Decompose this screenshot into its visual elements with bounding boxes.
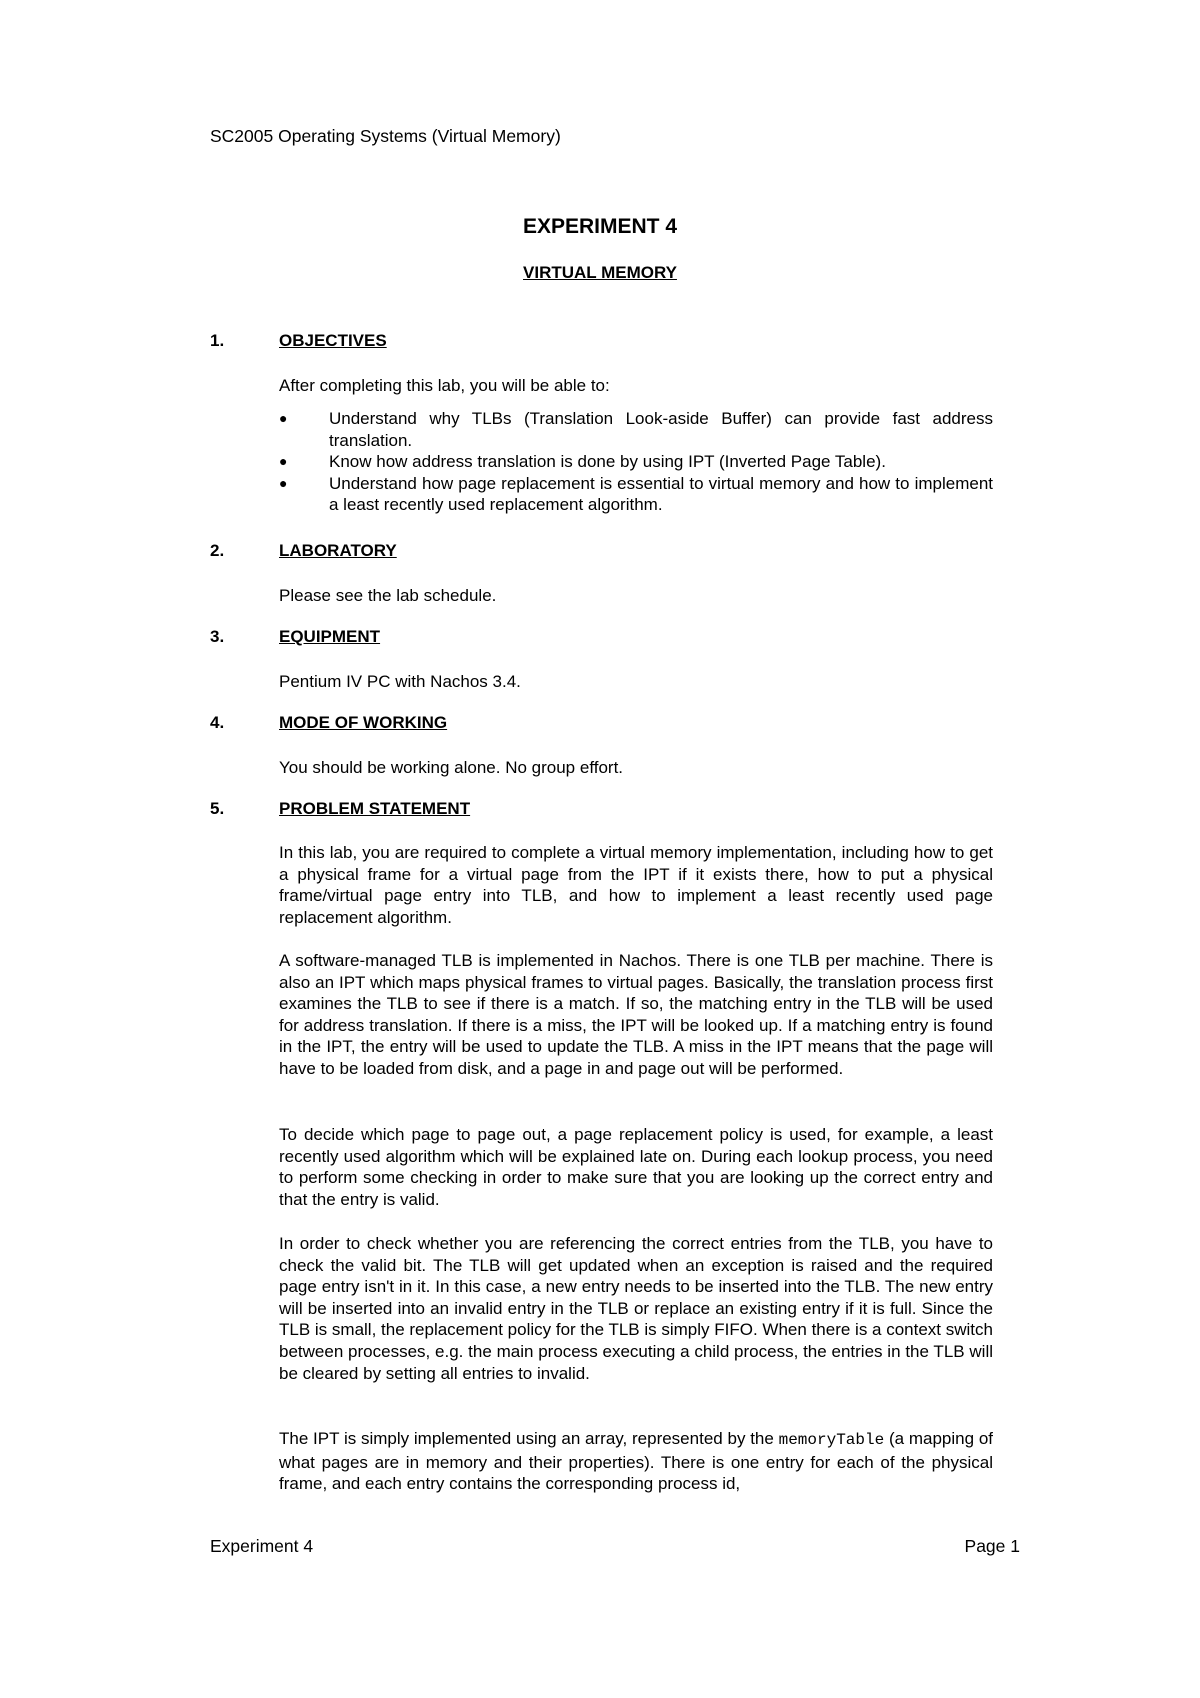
section-number-objectives: 1. — [210, 331, 225, 350]
section-number-problem: 5. — [210, 799, 225, 818]
problem-paragraph-3: To decide which page to page out, a page replacement policy is used, for example, a least recently used algorithm which will be explained late on. During each lookup process, you need to perform some checking in order to make sure that you are looking up the correct entry and that the entry is valid. — [279, 1125, 993, 1209]
page-number: Page 1 — [964, 1536, 1020, 1556]
section-heading-equipment: EQUIPMENT — [279, 627, 381, 646]
section-heading-problem: PROBLEM STATEMENT — [279, 799, 471, 818]
objectives-list — [279, 408, 993, 516]
list-item: ● Understand how page replacement is essential to virtual memory and how to implement a least recently used replacement algorithm. — [279, 473, 993, 515]
list-item: ● Know how address translation is done by using IPT (Inverted Page Table). — [279, 452, 886, 472]
document-subtitle: VIRTUAL MEMORY — [523, 263, 677, 282]
problem-paragraph-1: In this lab, you are required to complete a virtual memory implementation, including how to get a physical frame for a virtual page from the IPT if it exists there, how to put a physical frame/virtual page entry into TLB, and how to implement a least recently used page replacement algorithm. — [279, 843, 993, 927]
mode-text: You should be working alone. No group effort. — [279, 758, 624, 777]
section-number-laboratory: 2. — [210, 541, 225, 560]
section-heading-laboratory: LABORATORY — [279, 541, 397, 560]
footer-left: Experiment 4 — [210, 1536, 314, 1556]
code-identifier: memoryTable — [778, 1431, 885, 1449]
laboratory-text: Please see the lab schedule. — [279, 586, 497, 605]
equipment-text: Pentium IV PC with Nachos 3.4. — [279, 672, 521, 691]
problem-paragraph-5: The IPT is simply implemented using an array, represented by the memoryTable (a mapping of what pages are in memory and their properties). There is one entry for each of the physical frame, and each entry contains the corresponding process id, — [279, 1429, 993, 1494]
problem-paragraph-4: In order to check whether you are referencing the correct entries from the TLB, you have to check the valid bit. The TLB will get updated when an exception is raised and the required page entry isn't in it. In this case, a new entry needs to be inserted into the TLB. The new entry will be inserted into an invalid entry in the TLB or replace an existing entry if it is full. Since the TLB is small, the replacement policy for the TLB is simply FIFO. When there is a context switch between processes, e.g. the main process executing a child process, the entries in the TLB will be cleared by setting all entries to invalid. — [279, 1234, 993, 1383]
section-number-mode: 4. — [210, 713, 225, 732]
list-item: ● Understand why TLBs (Translation Look-aside Buffer) can provide fast address translation. — [279, 409, 993, 450]
document-header: SC2005 Operating Systems (Virtual Memory) — [210, 126, 561, 146]
objectives-intro: After completing this lab, you will be able to: — [279, 376, 610, 395]
bullet-icon: ● — [279, 453, 288, 470]
problem-paragraph-2: A software-managed TLB is implemented in Nachos. There is one TLB per machine. There is also an IPT which maps physical frames to virtual pages. Basically, the translation process first examines the TLB to see if there is a match. If so, the matching entry in the TLB will be used for address translation. If there is a miss, the IPT will be looked up. If a matching entry is found in the IPT, the entry will be used to update the TLB. A miss in the IPT means that the page will have to be loaded from disk, and a page in and page out will be performed. — [279, 951, 993, 1078]
section-number-equipment: 3. — [210, 627, 225, 646]
bullet-icon: ● — [279, 474, 288, 491]
bullet-icon: ● — [279, 410, 288, 426]
document-title: EXPERIMENT 4 — [522, 215, 678, 238]
section-heading-objectives: OBJECTIVES — [279, 331, 387, 350]
section-heading-mode: MODE OF WORKING — [279, 713, 448, 732]
